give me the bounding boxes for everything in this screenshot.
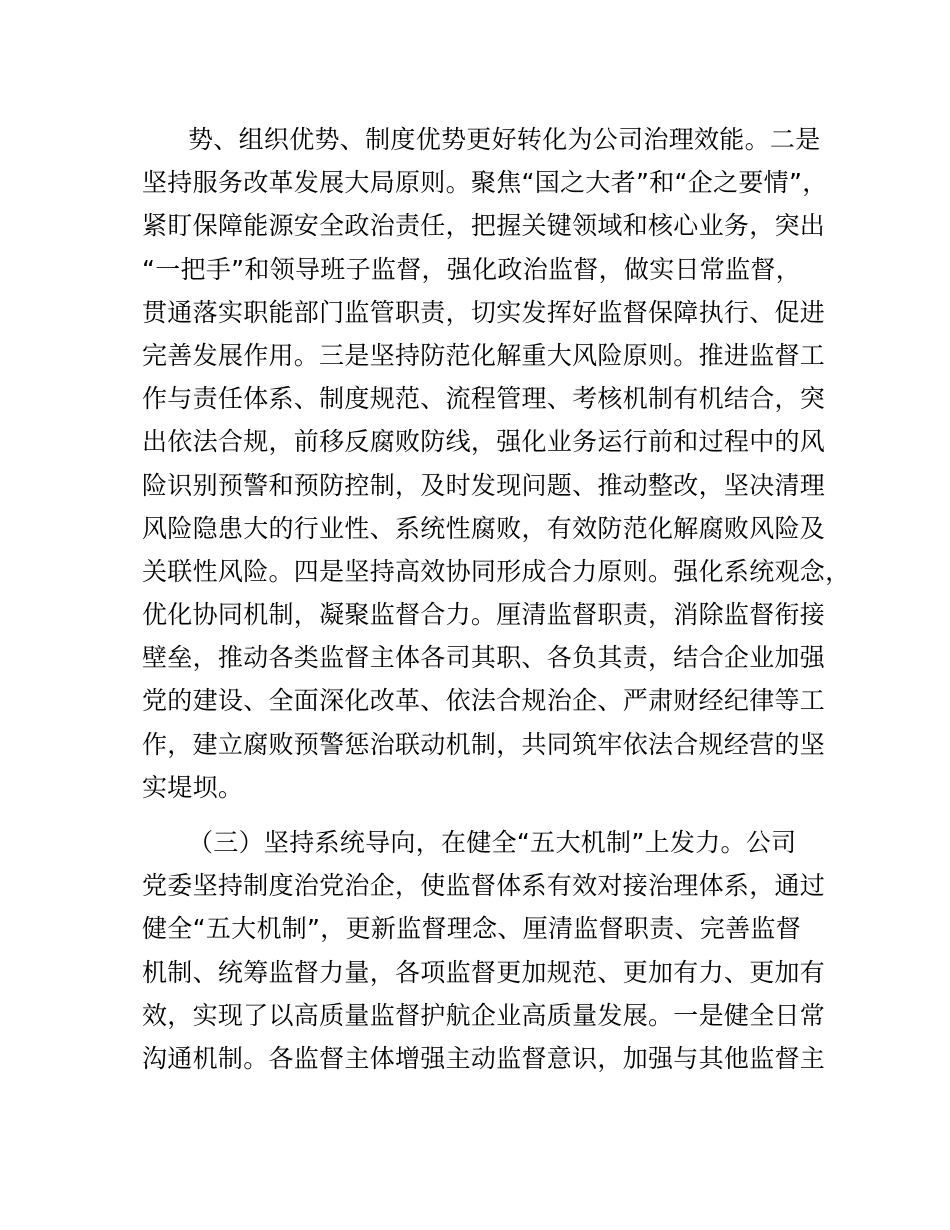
paragraph-line: 坚持服务改革发展大局原则。聚焦“国之大者”和“企之要情”， <box>142 168 828 198</box>
paragraph-line: 作与责任体系、制度规范、流程管理、考核机制有机结合，突 <box>142 384 826 414</box>
paragraph-line: 风险隐患大的行业性、系统性腐败，有效防范化解腐败风险及 <box>142 513 826 543</box>
paragraph-line: 党的建设、全面深化改革、依法合规治企、严肃财经纪律等工 <box>142 686 826 716</box>
paragraph-line: “一把手”和领导班子监督，强化政治监督，做实日常监督， <box>142 254 802 284</box>
paragraph-line: 沟通机制。各监督主体增强主动监督意识，加强与其他监督主 <box>142 1043 826 1073</box>
section-heading-line: （三）坚持系统导向，在健全“五大机制”上发力。公司 <box>188 828 797 857</box>
paragraph-principles <box>142 118 851 809</box>
paragraph-line: 完善发展作用。三是坚持防范化解重大风险原则。推进监督工 <box>142 340 826 370</box>
paragraph-line: 出依法合规，前移反腐败防线，强化业务运行前和过程中的风 <box>142 427 826 457</box>
paragraph-line: 壁垒，推动各类监督主体各司其职、各负其责，结合企业加强 <box>142 643 826 673</box>
paragraph-line: 作，建立腐败预警惩治联动机制，共同筑牢依法合规经营的坚 <box>142 729 826 759</box>
paragraph-line: 党委坚持制度治党治企，使监督体系有效对接治理体系，通过 <box>142 871 826 901</box>
paragraph-line: 实堤坝。 <box>142 772 244 802</box>
paragraph-line: 健全“五大机制”，更新监督理念、厘清监督职责、完善监督 <box>142 914 802 944</box>
paragraph-line: 势、组织优势、制度优势更好转化为公司治理效能。二是 <box>188 125 821 154</box>
paragraph-line: 贯通落实职能部门监管职责，切实发挥好监督保障执行、促进 <box>142 297 826 327</box>
paragraph-line: 机制、统筹监督力量，各项监督更加规范、更加有力、更加有 <box>142 957 826 987</box>
paragraph-five-mechanisms <box>142 821 832 1080</box>
paragraph-line: 险识别预警和预防控制，及时发现问题、推动整改，坚决清理 <box>142 470 826 500</box>
paragraph-line: 优化协同机制，凝聚监督合力。厘清监督职责，消除监督衔接 <box>142 600 826 630</box>
paragraph-line: 效，实现了以高质量监督护航企业高质量发展。一是健全日常 <box>142 1000 826 1030</box>
paragraph-line: 关联性风险。四是坚持高效协同形成合力原则。强化系统观念， <box>142 556 851 586</box>
paragraph-line: 紧盯保障能源安全政治责任，把握关键领域和核心业务，突出 <box>142 211 826 241</box>
